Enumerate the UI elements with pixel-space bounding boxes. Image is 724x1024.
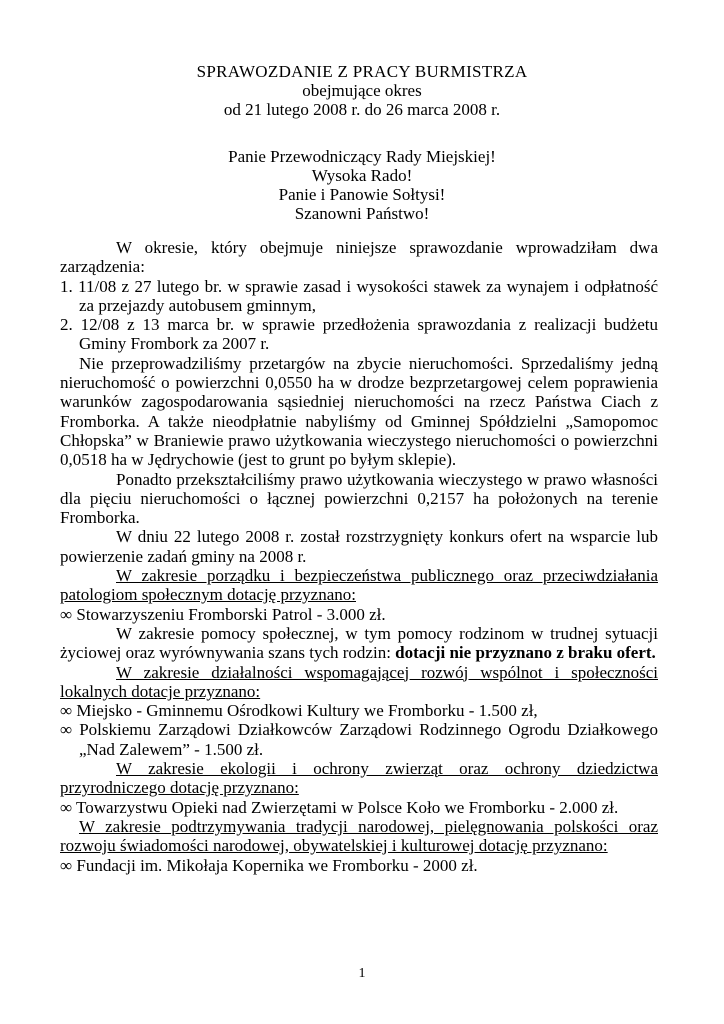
social-text: W zakresie pomocy społecznej, w tym pomocy rodzinom w trudnej sytuacji życiowej oraz wyrównywania szans tych rodzin: bbox=[60, 623, 658, 663]
community-heading: W zakresie działalności wspomagającej rozwój wspólnot i społeczności lokalnych dotacje przyznano: bbox=[60, 662, 658, 701]
order-heading: W zakresie porządku i bezpieczeństwa publicznego oraz przeciwdziałania patologiom społecznym dotację przyznano: bbox=[60, 566, 658, 605]
greeting-line: Wysoka Rado! bbox=[311, 166, 413, 185]
grant-item: ∞ Towarzystwu Opieki nad Zwierzętami w Polsce Koło we Fromborku - 2.000 zł. bbox=[60, 797, 619, 817]
greeting-block bbox=[60, 147, 664, 223]
grant-item: ∞ Stowarzyszeniu Fromborski Patrol - 3.000 zł. bbox=[60, 604, 386, 624]
ordinance-item: 2. 12/08 z 13 marca br. w sprawie przedłożenia sprawozdania z realizacji budżetu Gminy Frombork za 2007 r. bbox=[60, 315, 658, 354]
intro-paragraph: W okresie, który obejmuje niniejsze sprawozdanie wprowadziłam dwa zarządzenia: bbox=[60, 238, 658, 277]
grant-item: ∞ Polskiemu Zarządowi Działkowców Zarządowi Rodzinnego Ogrodu Działkowego „Nad Zalewem” - 1.500 zł. bbox=[60, 720, 658, 759]
tradition-heading: W zakresie podtrzymywania tradycji narodowej, pielęgnowania polskości oraz rozwoju świadomości narodowej, obywatelskiej i kulturowej dotację przyznano: bbox=[60, 816, 658, 856]
ecology-heading: W zakresie ekologii i ochrony zwierząt oraz ochrony dziedzictwa przyrodniczego dotację przyznano: bbox=[60, 759, 658, 798]
grant-item: ∞ Fundacji im. Mikołaja Kopernika we Fromborku - 2000 zł. bbox=[60, 855, 478, 875]
tenders-paragraph: Nie przeprowadziliśmy przetargów na zbycie nieruchomości. Sprzedaliśmy jedną nieruchomość o powierzchni 0,0550 ha w drodze bezprzetargowej celem poprawienia warunków zagospodarowania sąsiedniej nieruchomości na rzecz Państwa Ciach z Fromborka. A także nieodpłatnie nabyliśmy od Gminnej Spółdzielni „Samopomoc Chłopska” w Braniewie prawo użytkowania wieczystego nieruchomości o powierzchni 0,0518 ha w Jędrychowie (jest to grunt po byłym sklepie). bbox=[60, 353, 658, 470]
grant-item: ∞ Miejsko - Gminnemu Ośrodkowi Kultury we Fromborku - 1.500 zł, bbox=[60, 701, 538, 721]
social-paragraph bbox=[60, 624, 658, 663]
report-title: SPRAWOZDANIE Z PRACY BURMISTRZA bbox=[196, 62, 528, 81]
report-header bbox=[60, 62, 664, 119]
ordinance-item: 1. 11/08 z 27 lutego br. w sprawie zasad i wysokości stawek za wynajem i odpłatność za przejazdy autobusem gminnym, bbox=[60, 276, 658, 315]
greeting-line: Panie i Panowie Sołtysi! bbox=[278, 185, 446, 204]
greeting-line: Szanowni Państwo! bbox=[294, 204, 430, 223]
greeting-line: Panie Przewodniczący Rady Miejskiej! bbox=[228, 147, 496, 166]
report-body bbox=[60, 238, 658, 875]
report-period: od 21 lutego 2008 r. do 26 marca 2008 r. bbox=[223, 100, 501, 119]
report-subtitle: obejmujące okres bbox=[302, 81, 422, 100]
contest-paragraph: W dniu 22 lutego 2008 r. został rozstrzygnięty konkurs ofert na wsparcie lub powierzenie zadań gminy na 2008 r. bbox=[60, 527, 658, 566]
social-no-grant: dotacji nie przyznano z braku ofert. bbox=[395, 643, 656, 663]
conversion-paragraph: Ponadto przekształciliśmy prawo użytkowania wieczystego w prawo własności dla pięciu nieruchomości o łącznej powierzchni 0,2157 ha położonych na terenie Fromborka. bbox=[60, 469, 658, 528]
page-number: 1 bbox=[358, 966, 366, 981]
